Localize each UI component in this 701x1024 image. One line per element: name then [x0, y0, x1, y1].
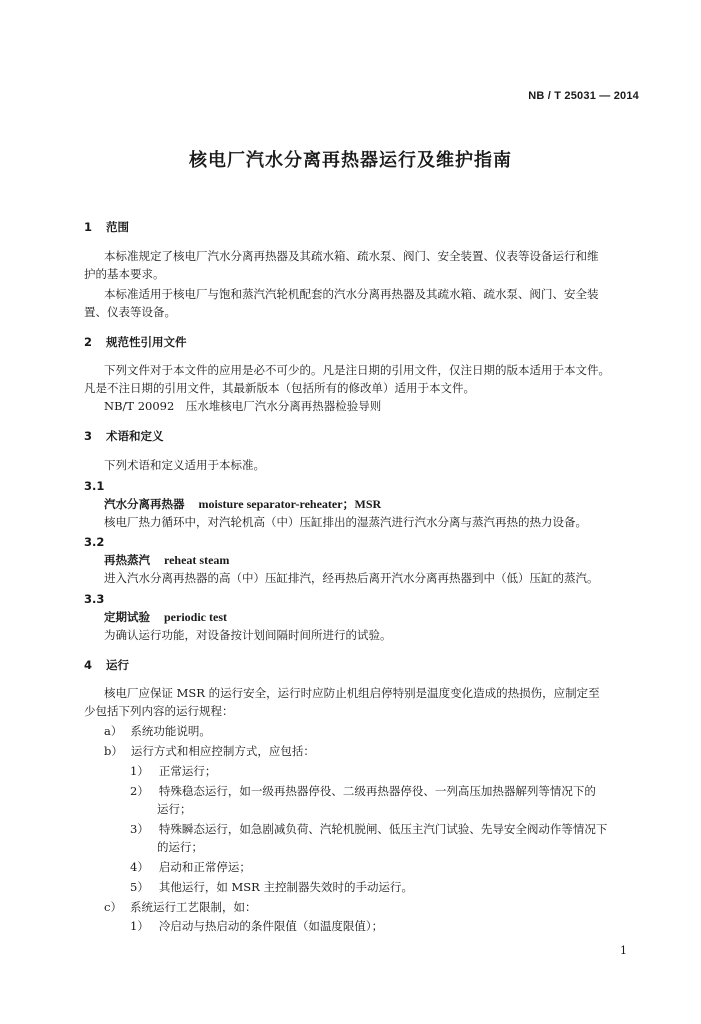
paragraph-line: 少包括下列内容的运行规程： — [84, 704, 234, 718]
list-marker: 5） — [130, 880, 149, 894]
list-marker: 4） — [130, 860, 149, 874]
sub-list-item — [130, 879, 413, 895]
section-number: 3 — [84, 429, 93, 443]
list-marker: c） — [104, 900, 122, 914]
sub-list-continuation: 的运行； — [157, 840, 203, 854]
list-text: 特殊瞬态运行，如急剧减负荷、汽轮机脱闸、低压主汽门试验、先导安全阀动作等情况下 — [158, 822, 608, 836]
paragraph-line: 置、仪表等设备。 — [84, 305, 176, 319]
section-number: 4 — [84, 658, 93, 672]
term-cn: 汽水分离再热器 — [104, 497, 185, 511]
section-3-heading — [84, 428, 164, 444]
term-cn: 再热蒸汽 — [104, 553, 150, 567]
sub-list-continuation: 运行； — [157, 802, 192, 816]
list-text: 系统运行工艺限制，如： — [129, 900, 257, 914]
sub-list-item — [130, 763, 216, 779]
section-title: 运行 — [106, 658, 130, 672]
paragraph-line: 本标准规定了核电厂汽水分离再热器及其疏水箱、疏水泵、阀门、安全装置、仪表等设备运行和维 — [104, 249, 599, 263]
section-number: 1 — [84, 220, 93, 234]
list-text: 冷启动与热启动的条件限值（如温度限值）； — [158, 919, 384, 933]
term-en: reheat steam — [164, 553, 230, 567]
term-definition: 为确认运行功能，对设备按计划间隔时间所进行的试验。 — [104, 628, 392, 642]
sub-list-item — [130, 783, 596, 799]
section-2-heading — [84, 334, 187, 350]
page-number: 1 — [620, 944, 627, 957]
section-title: 规范性引用文件 — [106, 335, 187, 349]
term-definition: 核电厂热力循环中，对汽轮机高（中）压缸排出的湿蒸汽进行汽水分离与蒸汽再热的热力设备。 — [104, 515, 587, 529]
list-marker: b） — [104, 744, 123, 758]
list-text: 其他运行，如 MSR 主控制器失效时的手动运行。 — [158, 880, 413, 894]
list-item-c — [104, 899, 256, 915]
list-marker: 3） — [130, 822, 149, 836]
list-text: 运行方式和相应控制方式，应包括： — [130, 744, 315, 758]
list-marker: a） — [104, 724, 123, 738]
list-marker: 2） — [130, 784, 149, 798]
term-entry — [104, 609, 227, 625]
standard-code: NB / T 25031 — 2014 — [528, 90, 639, 102]
paragraph-line: 护的基本要求。 — [84, 267, 165, 281]
paragraph-line: 凡是不注日期的引用文件，其最新版本（包括所有的修改单）适用于本文件。 — [84, 381, 475, 395]
list-item-a — [104, 723, 211, 739]
section-1-heading — [84, 219, 129, 235]
list-marker: 1） — [130, 919, 149, 933]
term-cn: 定期试验 — [104, 610, 150, 624]
term-entry — [104, 552, 229, 568]
paragraph-line: 本标准适用于核电厂与饱和蒸汽汽轮机配套的汽水分离再热器及其疏水箱、疏水泵、阀门、安全装 — [104, 287, 599, 301]
sub-list-item — [130, 821, 607, 837]
term-number: 3.2 — [84, 535, 105, 549]
section-title: 术语和定义 — [106, 429, 164, 443]
term-definition: 进入汽水分离再热器的高（中）压缸排汽，经再热后离开汽水分离再热器到中（低）压缸的蒸汽。 — [104, 571, 599, 585]
term-entry — [104, 496, 381, 512]
document-title: 核电厂汽水分离再热器运行及维护指南 — [189, 150, 512, 171]
paragraph-line: 核电厂应保证 MSR 的运行安全，运行时应防止机组启停特别是温度变化造成的热损伤，应制定至 — [104, 686, 600, 700]
list-text: 系统功能说明。 — [130, 724, 211, 738]
normative-reference: NB/T 20092 压水堆核电厂汽水分离再热器检验导则 — [104, 399, 382, 413]
list-item-b — [104, 743, 315, 759]
section-4-heading — [84, 657, 129, 673]
list-text: 启动和正常停运； — [158, 860, 251, 874]
section-title: 范围 — [106, 220, 130, 234]
list-marker: 1） — [130, 764, 149, 778]
term-en: periodic test — [164, 610, 227, 624]
term-number: 3.1 — [84, 479, 105, 493]
section-number: 2 — [84, 335, 93, 349]
paragraph-line: 下列文件对于本文件的应用是必不可少的。凡是注日期的引用文件，仅注日期的版本适用于本文件。 — [104, 363, 610, 377]
sub-list-item — [130, 859, 251, 875]
term-number: 3.3 — [84, 592, 105, 606]
sub-list-item — [130, 918, 383, 934]
list-text: 正常运行； — [158, 764, 217, 778]
list-text: 特殊稳态运行，如一级再热器停役、二级再热器停役、一列高压加热器解列等情况下的 — [158, 784, 596, 798]
term-en: moisture separator-reheater；MSR — [198, 497, 382, 511]
paragraph-line: 下列术语和定义适用于本标准。 — [104, 458, 265, 472]
